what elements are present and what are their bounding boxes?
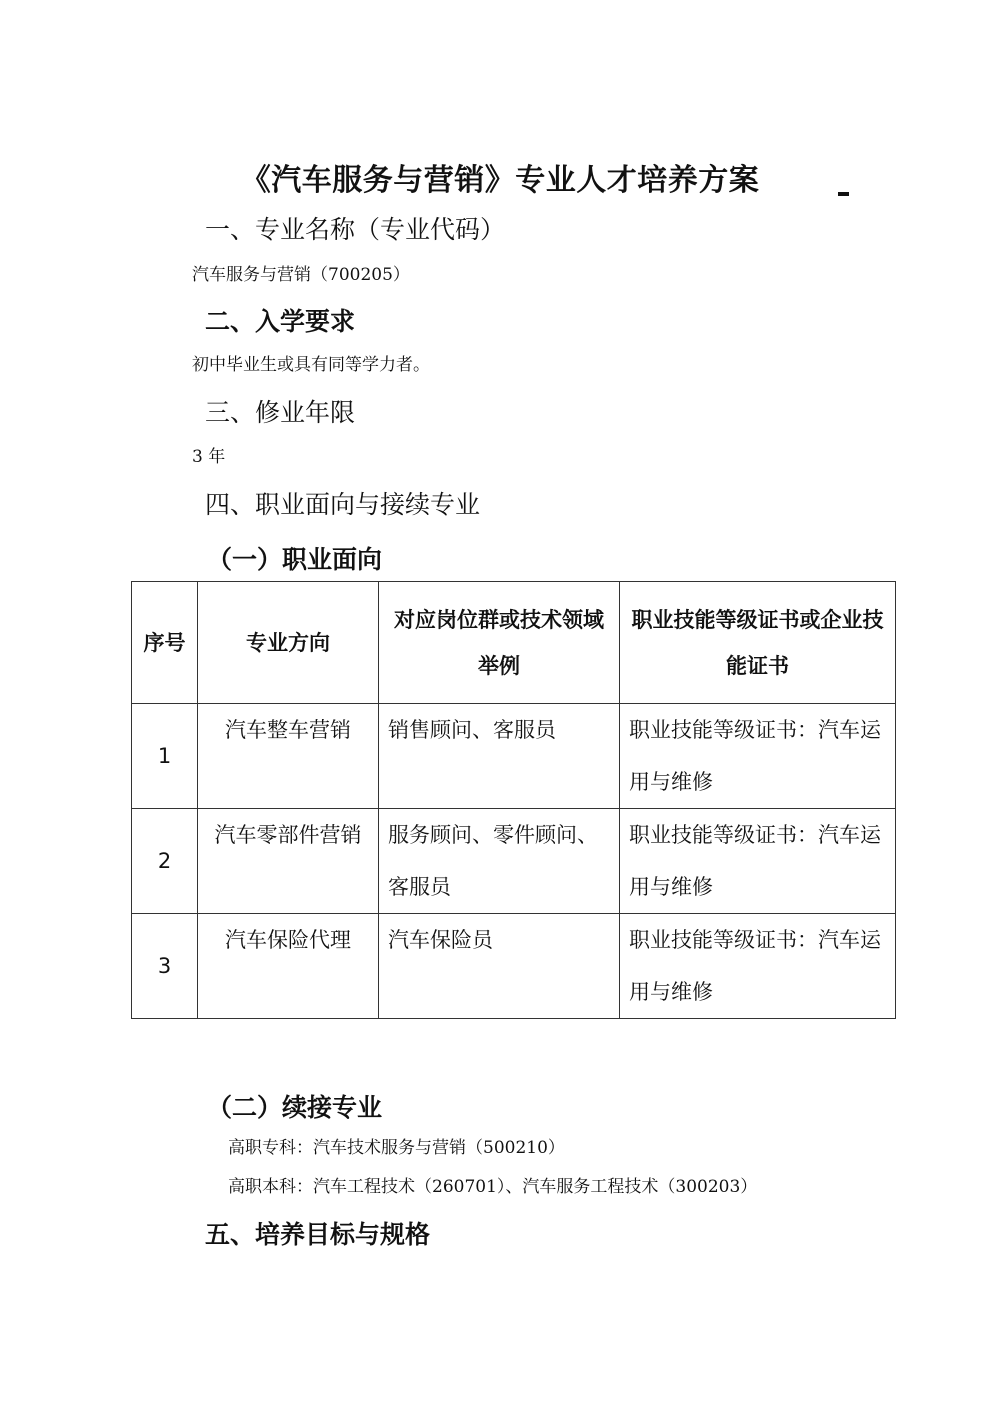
section-5-heading: 五、培养目标与规格 <box>205 1220 431 1249</box>
section-2-heading: 二、入学要求 <box>205 307 356 336</box>
row-index: 3 <box>132 914 198 1019</box>
section-1-heading: 一、专业名称（专业代码） <box>205 215 506 244</box>
career-table <box>131 581 896 1019</box>
table-header-row <box>132 582 896 704</box>
subsection-continuation: （二）续接专业 <box>207 1093 383 1122</box>
section-1-content: 汽车服务与营销（700205） <box>192 265 410 285</box>
row-direction: 汽车整车营销 <box>198 704 379 809</box>
continuation-line-1: 高职专科：汽车技术服务与营销（500210） <box>228 1138 565 1158</box>
row-certificate: 职业技能等级证书：汽车运用与维修 <box>620 914 896 1019</box>
row-direction: 汽车保险代理 <box>198 914 379 1019</box>
section-2-content: 初中毕业生或具有同等学力者。 <box>192 355 430 375</box>
table-row <box>132 704 896 809</box>
header-positions: 对应岗位群或技术领域举例 <box>379 582 620 704</box>
section-3-content: 3 年 <box>192 447 226 467</box>
section-4-heading: 四、职业面向与接续专业 <box>205 490 481 519</box>
section-3-heading: 三、修业年限 <box>205 398 356 427</box>
header-index: 序号 <box>132 582 198 704</box>
dash-mark <box>838 192 849 196</box>
header-certificates: 职业技能等级证书或企业技能证书 <box>620 582 896 704</box>
row-positions: 销售顾问、客服员 <box>379 704 620 809</box>
document-title: 《汽车服务与营销》专业人才培养方案 <box>240 163 760 198</box>
table-row <box>132 809 896 914</box>
row-index: 2 <box>132 809 198 914</box>
continuation-line-2: 高职本科：汽车工程技术（260701）、汽车服务工程技术（300203） <box>228 1177 758 1197</box>
row-certificate: 职业技能等级证书：汽车运用与维修 <box>620 704 896 809</box>
row-positions: 服务顾问、零件顾问、客服员 <box>379 809 620 914</box>
table-row <box>132 914 896 1019</box>
row-index: 1 <box>132 704 198 809</box>
subsection-career-orientation: （一）职业面向 <box>207 545 383 574</box>
row-direction: 汽车零部件营销 <box>198 809 379 914</box>
row-positions: 汽车保险员 <box>379 914 620 1019</box>
header-direction: 专业方向 <box>198 582 379 704</box>
row-certificate: 职业技能等级证书：汽车运用与维修 <box>620 809 896 914</box>
